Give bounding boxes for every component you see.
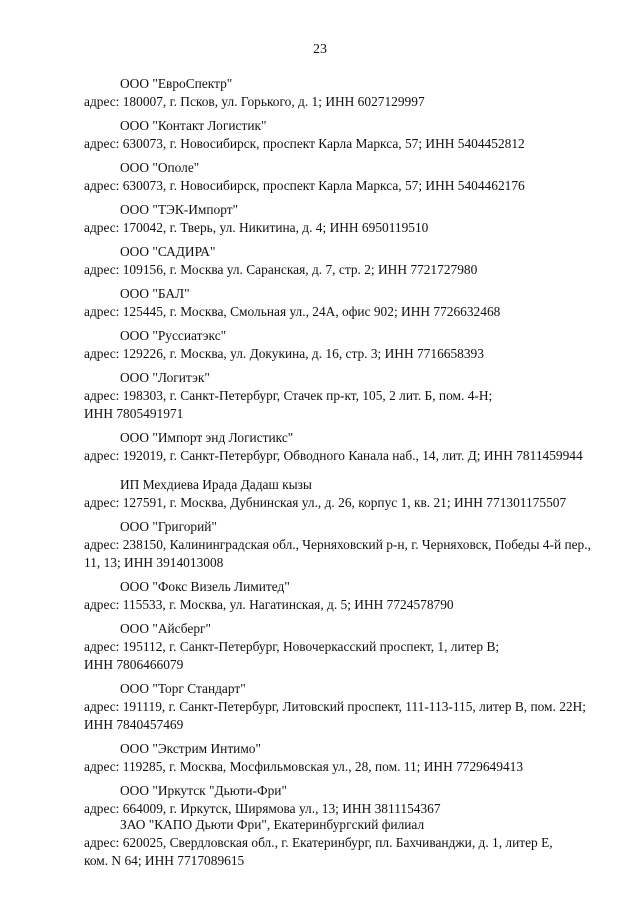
- company-address: адрес: 630073, г. Новосибирск, проспект Карла Маркса, 57; ИНН 5404452812: [84, 136, 525, 151]
- company-name: ООО "САДИРА": [120, 244, 216, 259]
- company-address: адрес: 129226, г. Москва, ул. Докукина, д. 16, стр. 3; ИНН 7716658393: [84, 346, 484, 361]
- company-list: [84, 76, 624, 877]
- list-item: [84, 741, 624, 775]
- company-inn: ком. N 64; ИНН 7717089615: [84, 853, 245, 868]
- company-address: адрес: 630073, г. Новосибирск, проспект Карла Маркса, 57; ИНН 5404462176: [84, 178, 525, 193]
- company-name: ООО "ТЭК-Импорт": [120, 202, 239, 217]
- company-inn: ИНН 7806466079: [84, 657, 184, 672]
- list-item: [84, 244, 624, 278]
- company-address: адрес: 180007, г. Псков, ул. Горького, д. 1; ИНН 6027129997: [84, 94, 425, 109]
- company-address: адрес: 127591, г. Москва, Дубнинская ул., д. 26, корпус 1, кв. 21; ИНН 771301175507: [84, 495, 567, 510]
- list-item: [84, 621, 624, 673]
- company-inn: ИНН 7840457469: [84, 717, 184, 732]
- list-item: [84, 370, 624, 422]
- list-item: [84, 519, 624, 571]
- company-name: ООО "Экстрим Интимо": [120, 741, 261, 756]
- list-item: [84, 202, 624, 236]
- company-name: ООО "Импорт энд Логистикс": [120, 430, 294, 445]
- company-address: адрес: 191119, г. Санкт-Петербург, Литовский проспект, 111-113-115, литер В, пом. 22Н;: [84, 699, 586, 714]
- list-item: [84, 76, 624, 110]
- list-item: [84, 477, 624, 511]
- company-address: адрес: 119285, г. Москва, Мосфильмовская ул., 28, пом. 11; ИНН 7729649413: [84, 759, 524, 774]
- list-item: [84, 118, 624, 152]
- list-item: [84, 286, 624, 320]
- company-name: ООО "Фокс Визель Лимитед": [120, 579, 290, 594]
- list-item: [84, 160, 624, 194]
- company-address: адрес: 109156, г. Москва ул. Саранская, д. 7, стр. 2; ИНН 7721727980: [84, 262, 478, 277]
- company-address: адрес: 192019, г. Санкт-Петербург, Обводного Канала наб., 14, лит. Д; ИНН 7811459944: [84, 448, 583, 463]
- company-name: ООО "Руссиатэкс": [120, 328, 227, 343]
- company-name: ООО "Айсберг": [120, 621, 212, 636]
- list-item: [84, 817, 624, 869]
- company-name: ООО "Григорий": [120, 519, 217, 534]
- company-address: адрес: 195112, г. Санкт-Петербург, Новочеркасский проспект, 1, литер В;: [84, 639, 500, 654]
- list-item: [84, 579, 624, 613]
- list-item: [84, 328, 624, 362]
- company-name: ООО "Торг Стандарт": [120, 681, 246, 696]
- company-address-cont: 11, 13; ИНН 3914013008: [84, 555, 224, 570]
- company-name: ООО "Иркутск "Дьюти-Фри": [120, 783, 287, 798]
- company-name: ООО "Ополе": [120, 160, 200, 175]
- company-name: ООО "БАЛ": [120, 286, 190, 301]
- company-address: адрес: 125445, г. Москва, Смольная ул., 24А, офис 902; ИНН 7726632468: [84, 304, 501, 319]
- company-address: адрес: 198303, г. Санкт-Петербург, Стачек пр-кт, 105, 2 лит. Б, пом. 4-Н;: [84, 388, 493, 403]
- list-item: [84, 430, 624, 464]
- company-address: адрес: 115533, г. Москва, ул. Нагатинская, д. 5; ИНН 7724578790: [84, 597, 454, 612]
- company-name: ЗАО "КАПО Дьюти Фри", Екатеринбургский филиал: [120, 817, 425, 832]
- list-item: [84, 681, 624, 733]
- list-item: [84, 783, 624, 817]
- company-address: адрес: 170042, г. Тверь, ул. Никитина, д. 4; ИНН 6950119510: [84, 220, 429, 235]
- company-name: ООО "ЕвроСпектр": [120, 76, 233, 91]
- company-name: ООО "Логитэк": [120, 370, 210, 385]
- company-address: адрес: 664009, г. Иркутск, Ширямова ул., 13; ИНН 3811154367: [84, 801, 441, 816]
- company-inn: ИНН 7805491971: [84, 406, 184, 421]
- company-name: ИП Мехдиева Ирада Дадаш кызы: [120, 477, 312, 492]
- page-number: 23: [313, 42, 327, 57]
- company-address: адрес: 620025, Свердловская обл., г. Екатеринбург, пл. Бахчиванджи, д. 1, литер Е,: [84, 835, 553, 850]
- company-address: адрес: 238150, Калининградская обл., Черняховский р-н, г. Черняховск, Победы 4-й пер.,: [84, 537, 591, 552]
- company-name: ООО "Контакт Логистик": [120, 118, 267, 133]
